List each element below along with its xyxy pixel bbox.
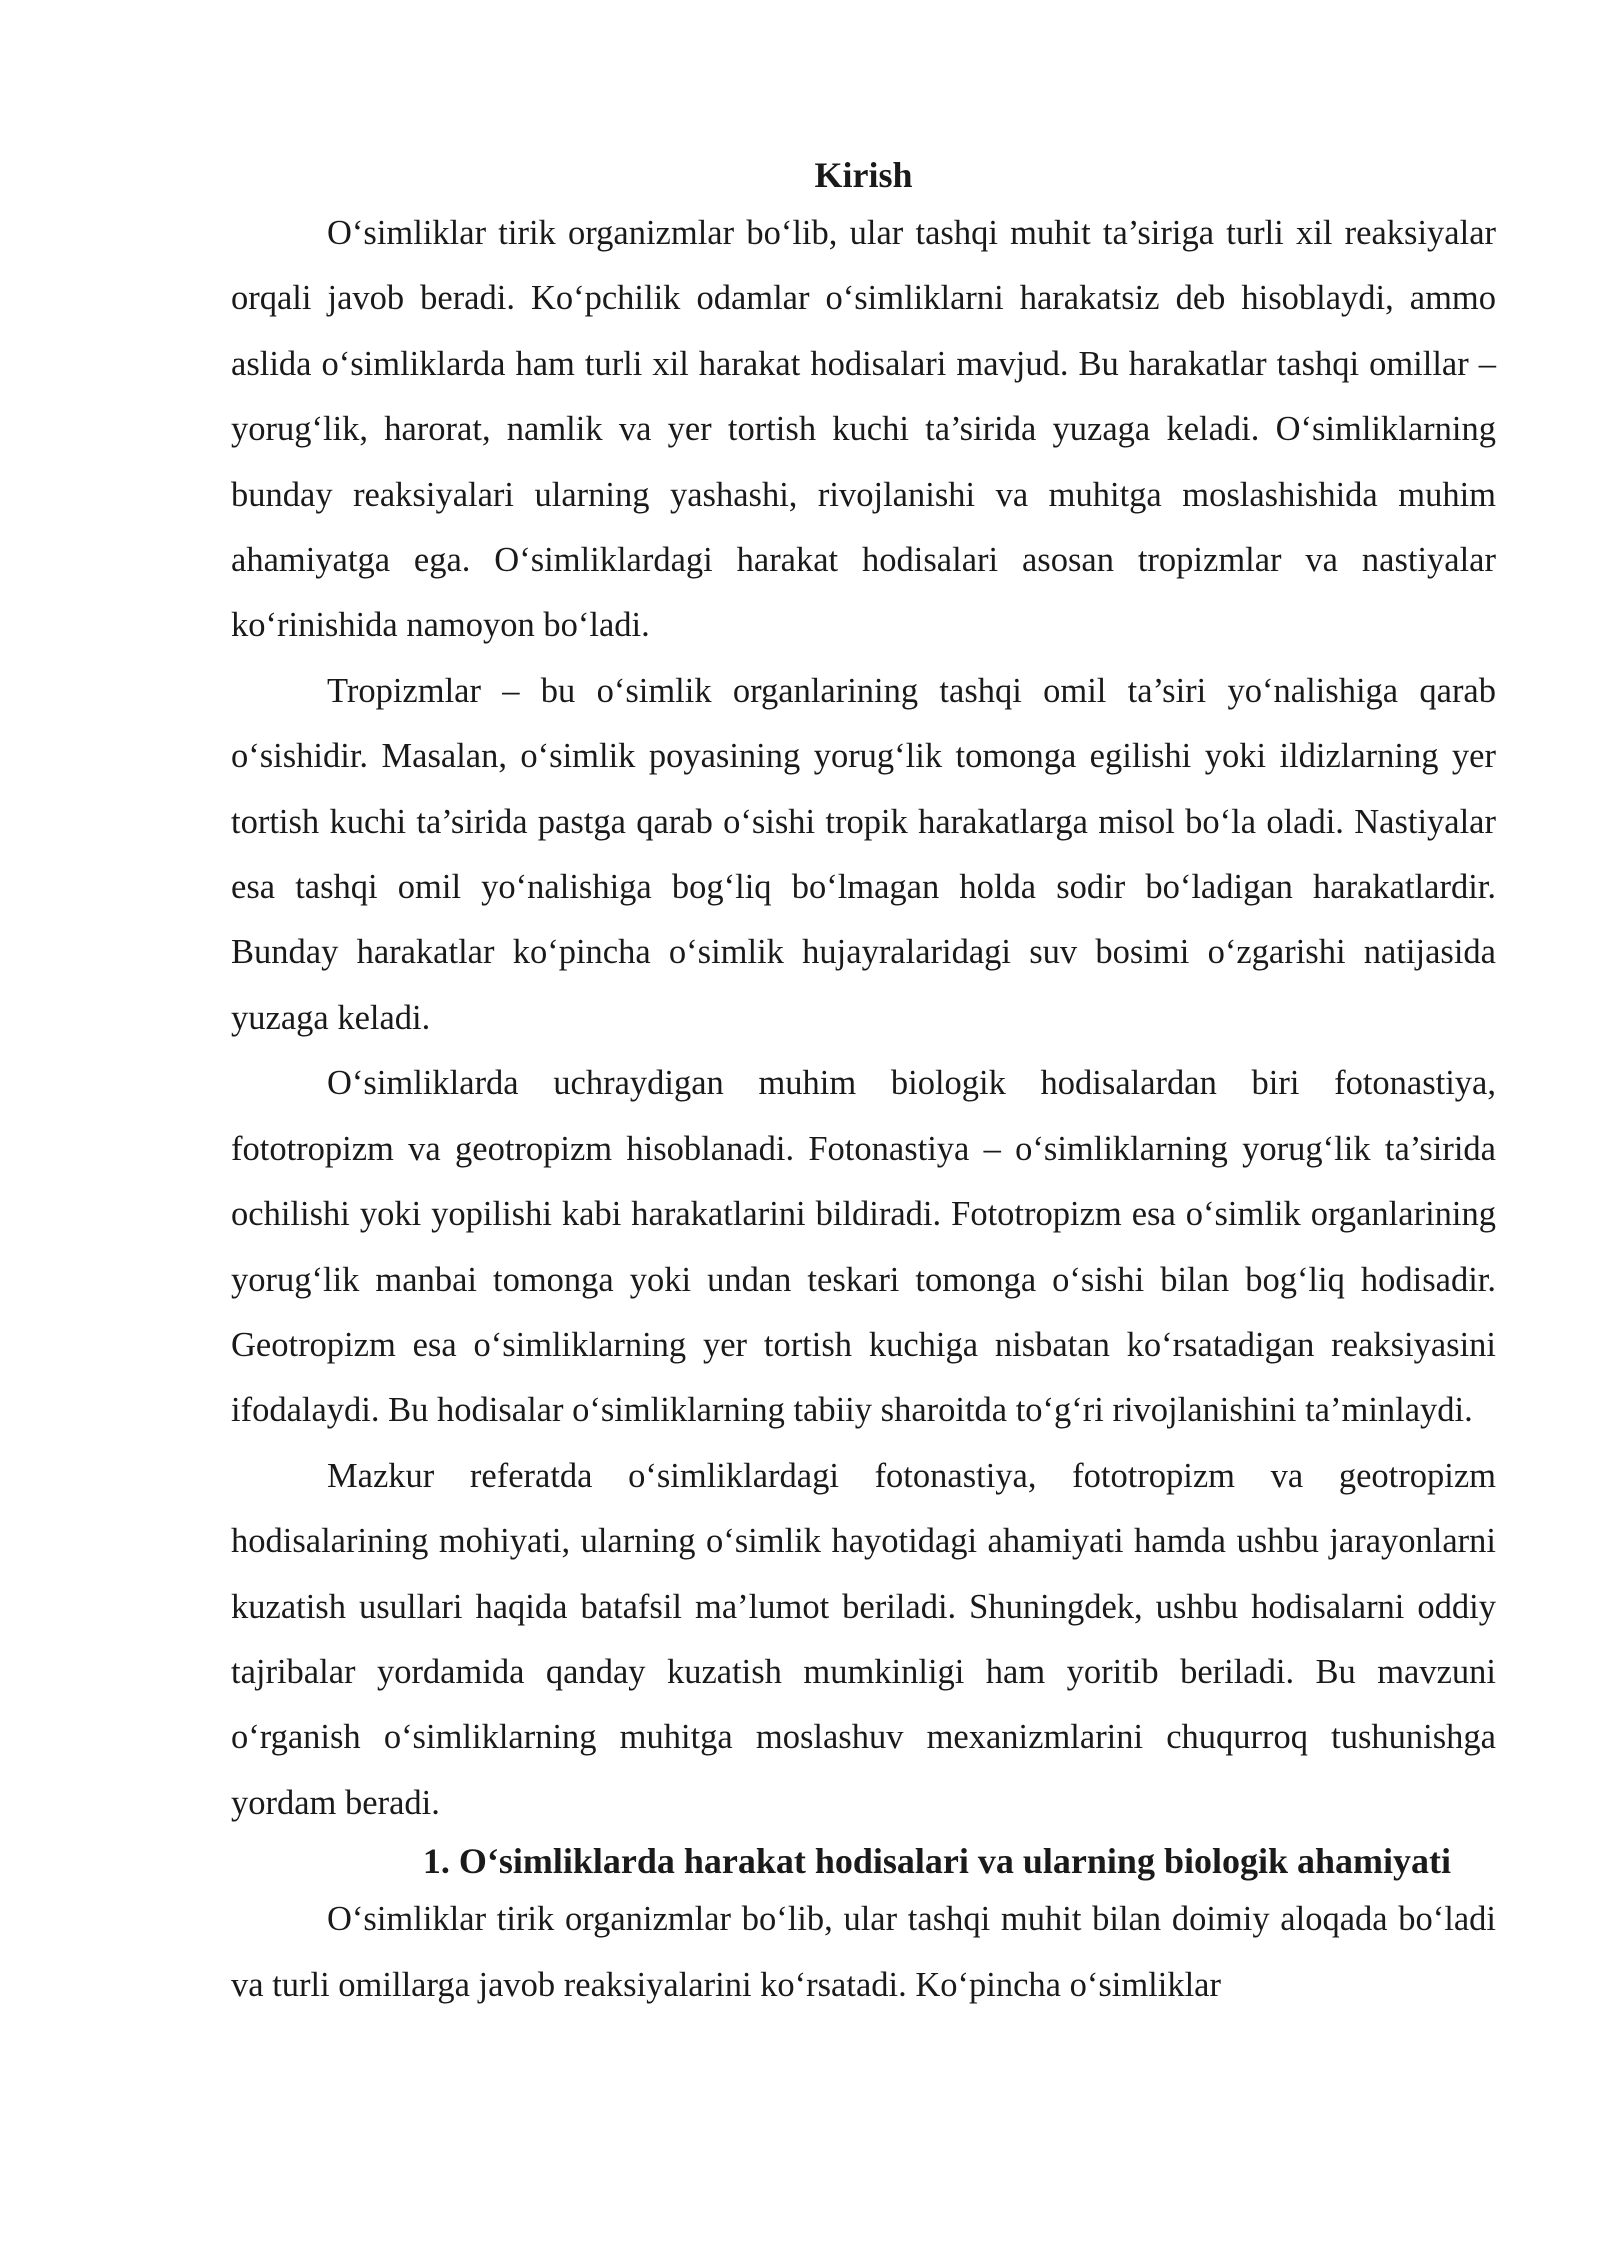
section-1-heading: 1. O‘simliklarda harakat hodisalari va ularning biologik ahamiyati — [422, 1841, 1451, 1882]
section-1-paragraph: O‘simliklar tirik organizmlar bo‘lib, ular tashqi muhit bilan doimiy aloqada bo‘ladi va turli omillarga javob reaksiyalarini ko‘rsatadi. Ko‘pincha o‘simliklar — [231, 1900, 1496, 2004]
intro-paragraph-1: O‘simliklar tirik organizmlar bo‘lib, ular tashqi muhit ta’siriga turli xil reaksiyalar orqali javob beradi. Ko‘pchilik odamlar o‘simliklarni harakatsiz deb hisoblaydi, ammo aslida o‘simliklarda ham turli xil harakat hodisalari mavjud. Bu harakatlar tashqi omillar – yorug‘lik, harorat, namlik va yer tortish kuchi ta’sirida yuzaga keladi. O‘simliklarning bunday reaksiyalari ularning yashashi, rivojlanishi va muhitga moslashishida muhim ahamiyatga ega. O‘simliklardagi harakat hodisalari asosan tropizmlar va nastiyalar ko‘rinishida namoyon bo‘ladi. — [231, 214, 1496, 645]
intro-paragraph-2: Tropizmlar – bu o‘simlik organlarining tashqi omil ta’siri yo‘nalishiga qarab o‘sishidir. Masalan, o‘simlik poyasining yorug‘lik tomonga egilishi yoki ildizlarning yer tortish kuchi ta’sirida pastga qarab o‘sishi tropik harakatlarga misol bo‘la oladi. Nastiyalar esa tashqi omil yo‘nalishiga bog‘liq bo‘lmagan holda sodir bo‘ladigan harakatlardir. Bunday harakatlar ko‘pincha o‘simlik hujayralaridagi suv bosimi o‘zgarishi natijasida yuzaga keladi. — [231, 671, 1496, 1037]
page-title: Kirish — [814, 155, 913, 195]
intro-paragraph-4: Mazkur referatda o‘simliklardagi fotonastiya, fototropizm va geotropizm hodisalarining mohiyati, ularning o‘simlik hayotidagi ahamiyati hamda ushbu jarayonlarni kuzatish usullari haqida batafsil ma’lumot beriladi. Shuningdek, ushbu hodisalarni oddiy tajribalar yordamida qanday kuzatish mumkinligi ham yoritib beriladi. Bu mavzuni o‘rganish o‘simliklarning muhitga moslashuv mexanizmlarini chuqurroq tushunishga yordam beradi. — [231, 1456, 1496, 1822]
intro-paragraph-3: O‘simliklarda uchraydigan muhim biologik hodisalardan biri fotonastiya, fototropizm va geotropizm hisoblanadi. Fotonastiya – o‘simliklarning yorug‘lik ta’sirida ochilishi yoki yopilishi kabi harakatlarini bildiradi. Fototropizm esa o‘simlik organlarining yorug‘lik manbai tomonga yoki undan teskari tomonga o‘sishi bilan bog‘liq hodisadir. Geotropizm esa o‘simliklarning yer tortish kuchiga nisbatan ko‘rsatadigan reaksiyasini ifodalaydi. Bu hodisalar o‘simliklarning tabiiy sharoitda to‘g‘ri rivojlanishini ta’minlaydi. — [231, 1064, 1496, 1430]
